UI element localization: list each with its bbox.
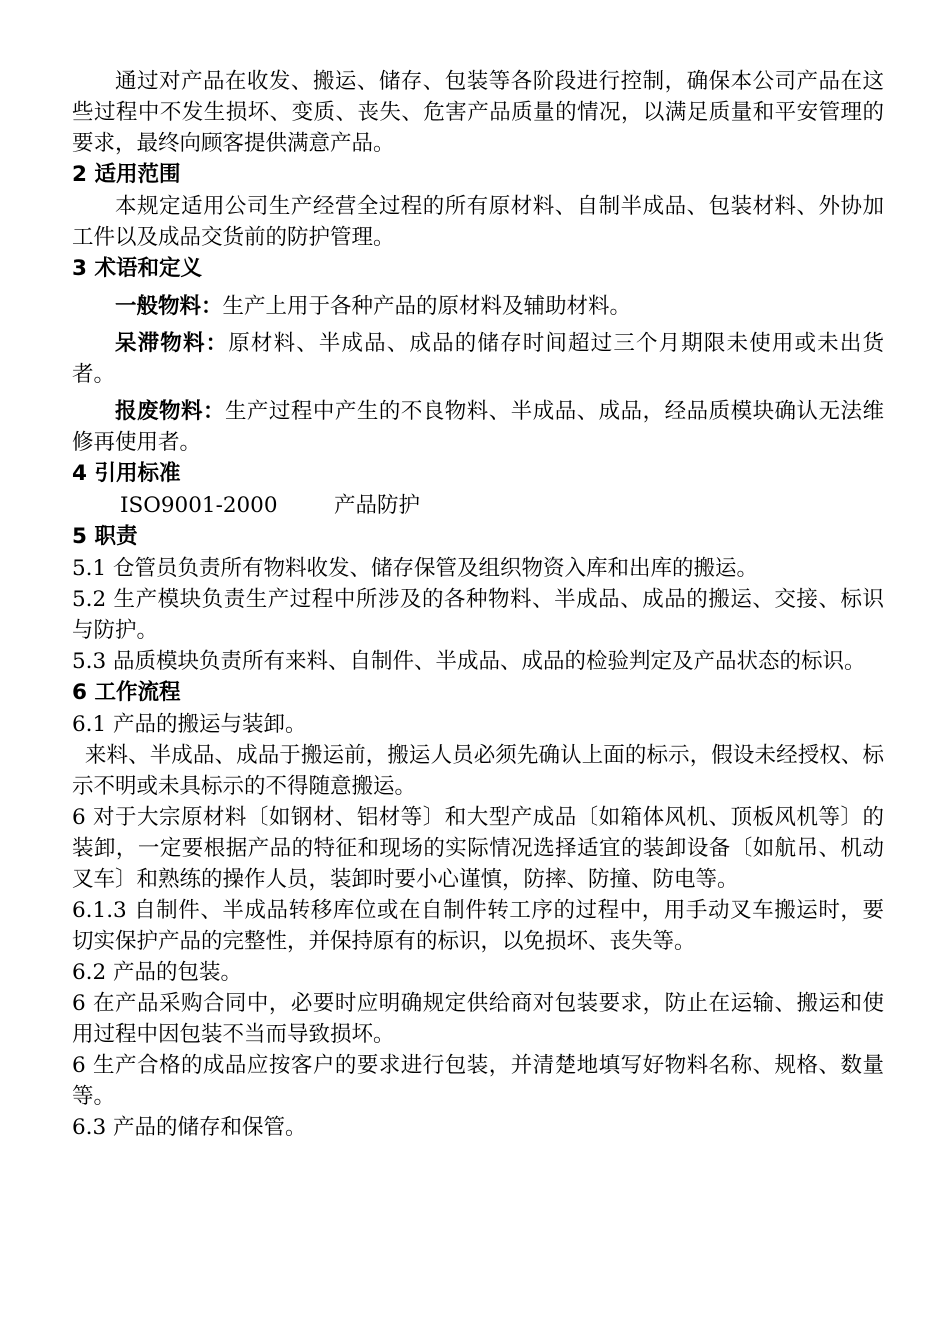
- term-label: 一般物料：: [115, 294, 223, 319]
- term-scrap-material: [72, 396, 884, 458]
- section-2-text: 本规定适用公司生产经营全过程的所有原材料、自制半成品、包装材料、外协加工件以及成品交货前的防护管理。: [72, 194, 884, 250]
- section-4-heading: 4 引用标准: [72, 461, 181, 486]
- term-definition: 生产过程中产生的不良物料、半成品、成品，经品质模块确认无法维修再使用者。: [72, 399, 884, 455]
- responsibility-item: 5.1 仓管员负责所有物料收发、储存保管及组织物资入库和出库的搬运。: [72, 556, 759, 581]
- reference-standard: [72, 490, 884, 521]
- term-definition: 原材料、半成品、成品的储存时间超过三个月期限未使用或未出货者。: [72, 331, 884, 387]
- workflow-paragraph: 6 在产品采购合同中，必要时应明确规定供给商对包装要求，防止在运输、搬运和使用过程中因包装不当而导致损坏。: [72, 991, 884, 1047]
- responsibility-item: 5.3 品质模块负责所有来料、自制件、半成品、成品的检验判定及产品状态的标识。: [72, 649, 866, 674]
- intro-paragraph: 通过对产品在收发、搬运、储存、包装等各阶段进行控制，确保本公司产品在这些过程中不发生损坏、变质、丧失、危害产品质量的情况，以满足质量和平安管理的要求，最终向顾客提供满意产品。: [72, 69, 884, 156]
- standard-code: ISO9001-2000: [120, 493, 278, 518]
- workflow-paragraph: 6.2 产品的包装。: [72, 960, 243, 985]
- workflow-paragraph: 6.1 产品的搬运与装卸。: [72, 712, 307, 737]
- section-5-heading: 5 职责: [72, 524, 138, 549]
- workflow-paragraph: 6.3 产品的储存和保管。: [72, 1115, 307, 1140]
- standard-title: 产品防护: [334, 493, 421, 518]
- workflow-paragraph: 6.1.3 自制件、半成品转移库位或在自制件转工序的过程中，用手动叉车搬运时，要切实保护产品的完整性，并保持原有的标识，以免损坏、丧失等。: [72, 898, 884, 954]
- section-2-heading: 2 适用范围: [72, 162, 181, 187]
- responsibility-item: 5.2 生产模块负责生产过程中所涉及的各种物料、半成品、成品的搬运、交接、标识与防护。: [72, 587, 884, 643]
- workflow-paragraph: 6 生产合格的成品应按客户的要求进行包装，并清楚地填写好物料名称、规格、数量等。: [72, 1053, 884, 1109]
- term-general-material: [72, 291, 884, 322]
- section-3-heading: 3 术语和定义: [72, 256, 202, 281]
- workflow-paragraph: 来料、半成品、成品于搬运前，搬运人员必须先确认上面的标示，假设未经授权、标示不明或未具标示的不得随意搬运。: [72, 743, 884, 799]
- term-definition: 生产上用于各种产品的原材料及辅助材料。: [222, 294, 632, 319]
- term-idle-material: [72, 328, 884, 390]
- section-6-heading: 6 工作流程: [72, 680, 181, 705]
- workflow-paragraph: 6 对于大宗原材料〔如钢材、铝材等〕和大型产成品〔如箱体风机、顶板风机等〕的装卸，一定要根据产品的特征和现场的实际情况选择适宜的装卸设备〔如航吊、机动叉车〕和熟练的操作人员，装卸时要小心谨慎，防摔、防撞、防电等。: [72, 805, 884, 892]
- term-label: 呆滞物料：: [115, 331, 229, 356]
- term-label: 报废物料：: [115, 399, 225, 424]
